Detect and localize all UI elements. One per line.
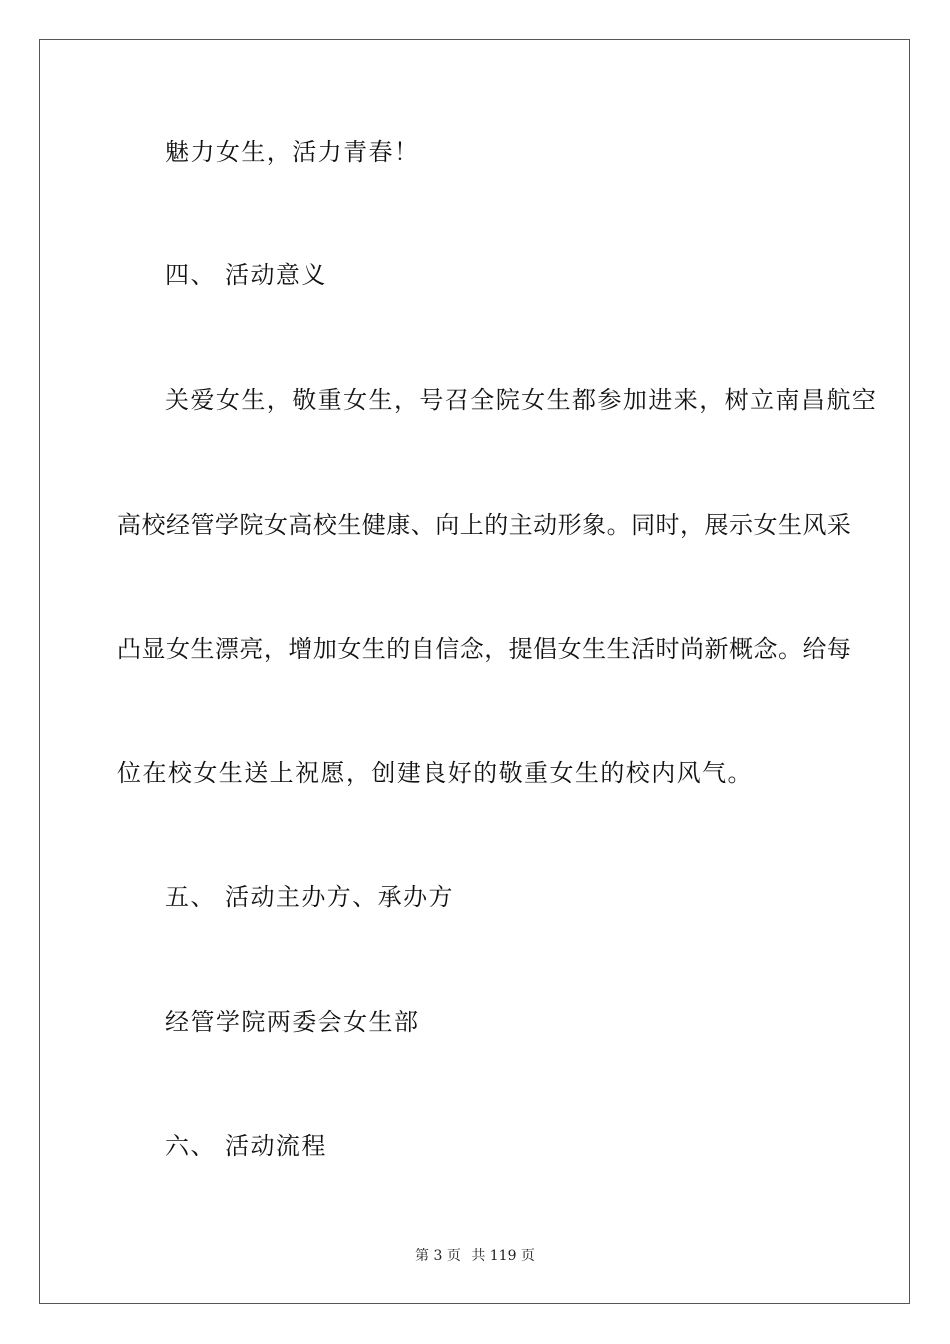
section-number: 六、 [165,1132,216,1160]
section-heading-5 [165,882,454,912]
section-number: 五、 [165,883,216,911]
section-heading-6 [165,1131,327,1161]
paragraph-line-1: 关爱女生，敬重女生，号召全院女生都参加进来，树立南昌航空 [165,386,878,414]
section-title: 活动主办方、承办方 [225,883,454,911]
section-number: 四、 [165,261,216,289]
organizer-line: 经管学院两委会女生部 [165,1008,420,1036]
section-title: 活动流程 [225,1132,327,1160]
page-frame [39,39,910,1304]
page-footer [0,1247,950,1265]
section-title: 活动意义 [225,261,327,289]
paragraph-line-3: 凸显女生漂亮，增加女生的自信念，提倡女生生活时尚新概念。给每 [117,635,852,663]
page-number: 第 3 页 [415,1248,461,1264]
total-pages: 共 119 页 [471,1248,535,1264]
section-heading-4 [165,260,327,290]
paragraph-line-2: 高校经管学院女高校生健康、向上的主动形象。同时，展示女生风采 [117,511,852,539]
paragraph-line-4: 位在校女生送上祝愿，创建良好的敬重女生的校内风气。 [117,759,753,787]
slogan-line: 魅力女生，活力青春！ [165,138,420,166]
